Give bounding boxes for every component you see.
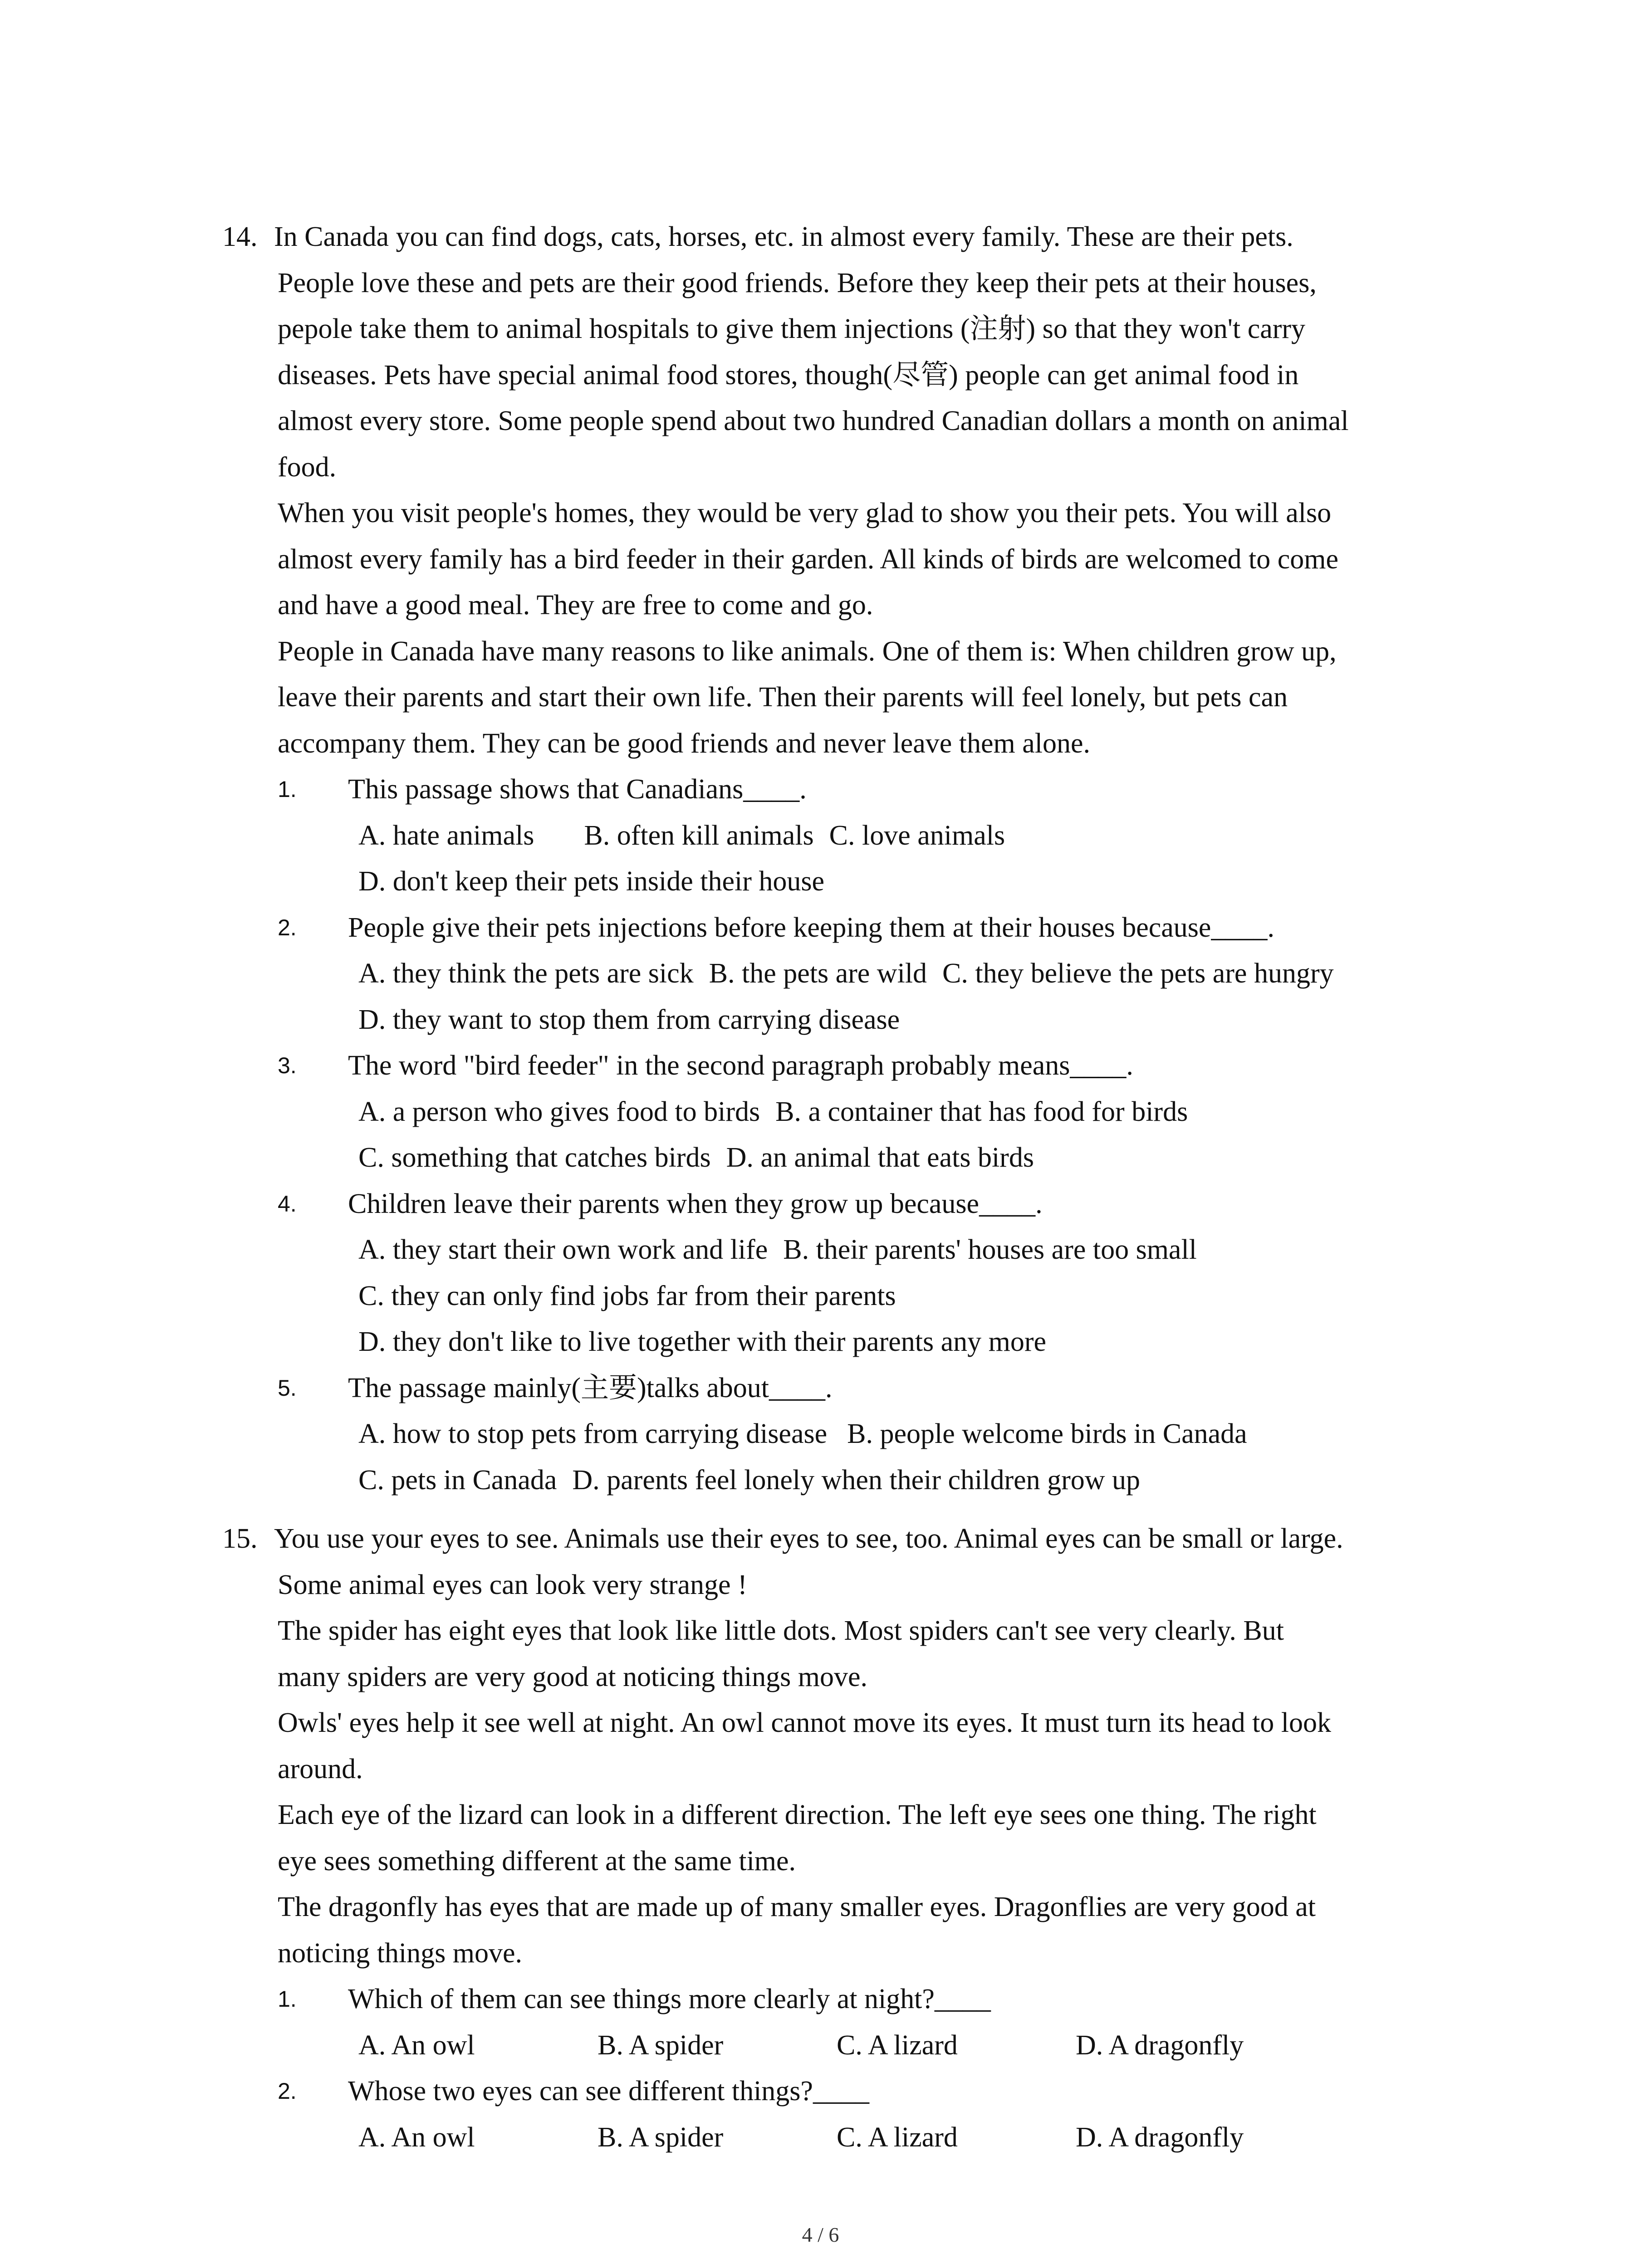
option-b[interactable]: B. a container that has food for birds (775, 1096, 1188, 1127)
option-c[interactable]: C. A lizard (837, 2121, 958, 2153)
sub-question-number: 1. (278, 1986, 297, 2012)
passage-line: The dragonfly has eyes that are made up of many smaller eyes. Dragonflies are very good at (278, 1892, 1316, 1922)
sub-question-number: 3. (278, 1053, 297, 1078)
option-b[interactable]: B. their parents' houses are too small (783, 1234, 1197, 1265)
options-row (358, 1089, 1474, 1135)
passage-line: Each eye of the lizard can look in a different direction. The left eye sees one thing. The right (278, 1799, 1317, 1830)
passage-line: You use your eyes to see. Animals use their eyes to see, too. Animal eyes can be small or large. (274, 1523, 1343, 1554)
passage-line: many spiders are very good at noticing things move. (278, 1661, 868, 1692)
question-stem: Children leave their parents when they grow up because____. (348, 1188, 1043, 1219)
options-row (358, 1227, 1474, 1273)
question-stem: This passage shows that Canadians____. (348, 774, 807, 805)
question-number: 14. (222, 221, 258, 252)
option-b[interactable]: B. often kill animals (584, 820, 814, 851)
passage-line: accompany them. They can be good friends and never leave them alone. (278, 728, 1090, 759)
options-row (358, 1135, 1474, 1181)
reading-passage (274, 1516, 1474, 1976)
passage-line: People in Canada have many reasons to like animals. One of them is: When children grow up, (278, 635, 1337, 667)
option-c[interactable]: C. something that catches birds (358, 1142, 711, 1173)
option-a[interactable]: A. An owl (358, 2121, 475, 2153)
passage-line: almost every store. Some people spend about two hundred Canadian dollars a month on animal (278, 406, 1349, 436)
option-a[interactable]: A. they start their own work and life (358, 1234, 768, 1265)
options-row (358, 997, 1474, 1043)
sub-question-1 (278, 767, 1474, 905)
option-d[interactable]: D. don't keep their pets inside their house (358, 866, 825, 897)
options-row (358, 1411, 1474, 1457)
passage-line: Owls' eyes help it see well at night. An owl cannot move its eyes. It must turn its head to look (278, 1707, 1332, 1738)
option-d[interactable]: D. they want to stop them from carrying disease (358, 1004, 900, 1035)
question-stem: The passage mainly(主要)talks about____. (348, 1372, 833, 1403)
reading-passage (274, 214, 1474, 767)
options-row (358, 2115, 1474, 2161)
option-c[interactable]: C. they can only find jobs far from their parents (358, 1280, 896, 1311)
sub-question-4 (278, 1181, 1474, 1365)
passage-line: People love these and pets are their good friends. Before they keep their pets at their houses, (278, 267, 1317, 298)
sub-question-number: 4. (278, 1191, 297, 1217)
passage-line: almost every family has a bird feeder in their garden. All kinds of birds are welcomed to come (278, 543, 1339, 575)
passage-line: leave their parents and start their own life. Then their parents will feel lonely, but pets can (278, 682, 1288, 713)
option-d[interactable]: D. they don't like to live together with their parents any more (358, 1326, 1047, 1357)
question-stem: Which of them can see things more clearly at night?____ (348, 1984, 991, 2014)
option-a[interactable]: A. they think the pets are sick (358, 958, 694, 989)
option-d[interactable]: D. A dragonfly (1076, 2029, 1244, 2061)
option-a[interactable]: A. hate animals (358, 820, 534, 851)
question-14 (222, 214, 1474, 1503)
sub-question-5 (278, 1365, 1474, 1504)
question-number: 15. (222, 1523, 258, 1554)
question-stem: Whose two eyes can see different things?____ (348, 2076, 869, 2107)
options-row (358, 1457, 1474, 1504)
passage-line: In Canada you can find dogs, cats, horses, etc. in almost every family. These are their pets. (274, 221, 1293, 252)
option-d[interactable]: D. A dragonfly (1076, 2121, 1244, 2153)
passage-line: and have a good meal. They are free to come and go. (278, 590, 873, 621)
question-stem: The word "bird feeder" in the second paragraph probably means____. (348, 1050, 1133, 1081)
option-a[interactable]: A. An owl (358, 2029, 475, 2061)
option-a[interactable]: A. how to stop pets from carrying disease (358, 1418, 828, 1449)
passage-line: diseases. Pets have special animal food stores, though(尽管) people can get animal food in (278, 359, 1299, 391)
option-b[interactable]: B. the pets are wild (709, 958, 927, 989)
passage-line: When you visit people's homes, they would be very glad to show you their pets. You will also (278, 498, 1332, 528)
option-c[interactable]: C. A lizard (837, 2029, 958, 2061)
options-row (358, 1319, 1474, 1365)
option-d[interactable]: D. an animal that eats birds (726, 1142, 1034, 1173)
sub-question-number: 2. (278, 914, 297, 940)
sub-question-2 (278, 2068, 1474, 2160)
passage-line: eye sees something different at the same time. (278, 1845, 796, 1877)
sub-question-2 (278, 905, 1474, 1043)
options-row (358, 2023, 1474, 2069)
options-row (358, 1273, 1474, 1320)
options-row (358, 813, 1474, 859)
options-row (358, 859, 1474, 905)
question-15 (222, 1516, 1474, 2160)
option-b[interactable]: B. A spider (598, 2029, 724, 2061)
passage-line: around. (278, 1753, 363, 1784)
option-c[interactable]: C. pets in Canada (358, 1464, 557, 1496)
option-c[interactable]: C. they believe the pets are hungry (942, 958, 1334, 989)
option-b[interactable]: B. A spider (598, 2121, 724, 2153)
question-stem: People give their pets injections before keeping them at their houses because____. (348, 912, 1274, 943)
passage-line: food. (278, 451, 337, 483)
passage-line: The spider has eight eyes that look like little dots. Most spiders can't see very clearly. But (278, 1615, 1284, 1646)
passage-line: pepole take them to animal hospitals to give them injections (注射) so that they won't carry (278, 313, 1306, 344)
sub-question-1 (278, 1976, 1474, 2068)
option-b[interactable]: B. people welcome birds in Canada (847, 1418, 1247, 1449)
sub-question-number: 1. (278, 777, 297, 802)
passage-line: noticing things move. (278, 1937, 523, 1969)
options-row (358, 951, 1474, 997)
option-d[interactable]: D. parents feel lonely when their children grow up (572, 1464, 1141, 1496)
sub-question-number: 2. (278, 2078, 297, 2104)
option-c[interactable]: C. love animals (829, 820, 1005, 851)
page-number: 4 / 6 (802, 2223, 839, 2246)
passage-line: Some animal eyes can look very strange ! (278, 1569, 747, 1600)
sub-question-number: 5. (278, 1375, 297, 1401)
sub-question-3 (278, 1043, 1474, 1181)
option-a[interactable]: A. a person who gives food to birds (358, 1096, 760, 1127)
